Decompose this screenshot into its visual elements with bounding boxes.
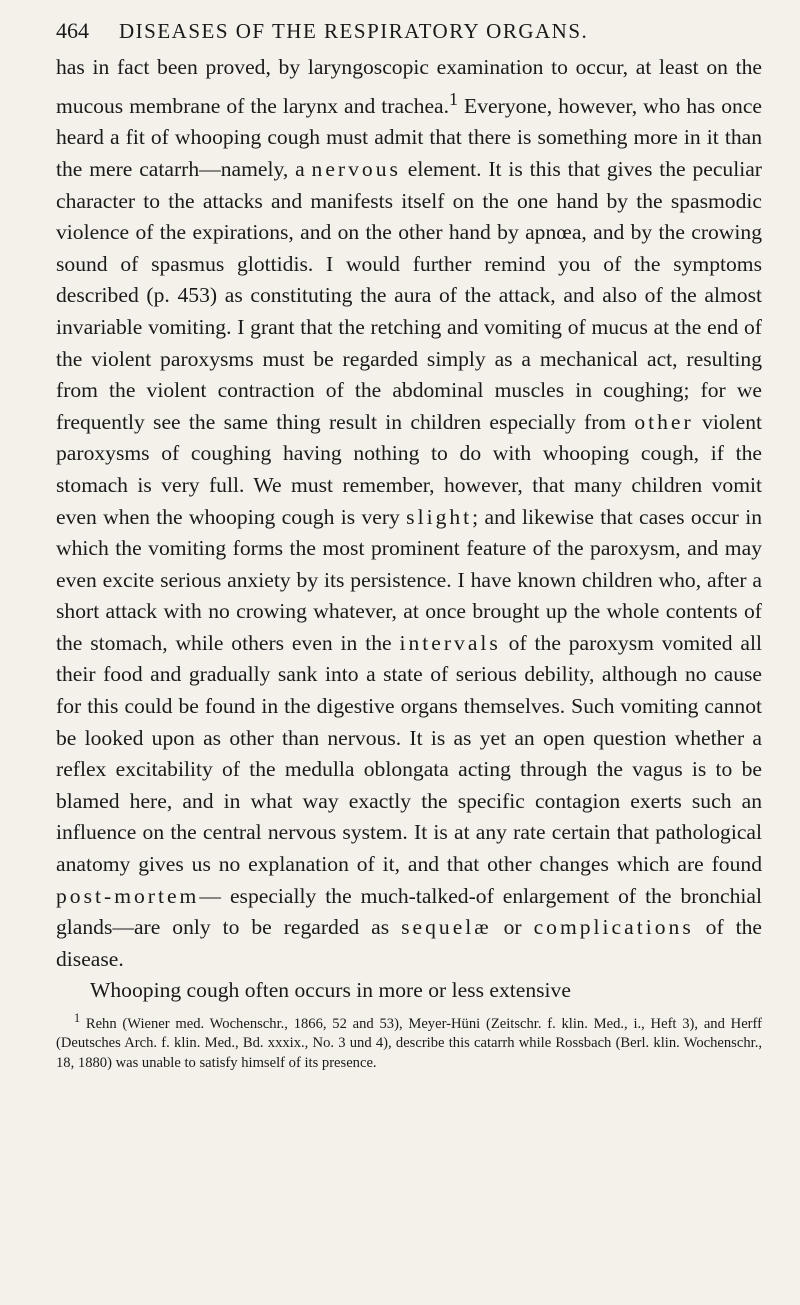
emphasis-other: other bbox=[634, 409, 694, 434]
running-header bbox=[56, 18, 762, 44]
emphasis-complications: complications bbox=[533, 915, 694, 940]
text-run: Everyone, however, who has once heard a fit of whooping cough must admit that there is something more in it than the mere catarrh—namely, a bbox=[56, 93, 762, 181]
page-number: 464 bbox=[56, 18, 89, 43]
footnote-mark: 1 bbox=[74, 1011, 81, 1025]
text-run: or bbox=[491, 915, 534, 940]
text-run: — especially the much-talked-of enlargement of the bronchial glands—are only to be regarded as bbox=[56, 883, 762, 940]
text-run: ; and likewise that cases occur in which the vomiting forms the most prominent feature of the paroxysm, and may even excite serious anxiety by its persistence. I have known children who, after a short attack with no crowing whatever, at once brought up the whole contents of the stomach, while others even in the bbox=[56, 504, 762, 655]
text-run: of the disease. bbox=[56, 915, 762, 971]
emphasis-intervals: intervals bbox=[399, 630, 501, 655]
paragraph-1 bbox=[56, 52, 762, 975]
emphasis-post-mortem: post-mortem bbox=[56, 883, 200, 908]
emphasis-sequelae: sequelæ bbox=[401, 915, 492, 940]
text-run: violent paroxysms of coughing having nothing to do with whooping cough, if the stomach is very full. We must remember, however, that many children vomit even when the whooping cough is very bbox=[56, 409, 762, 529]
emphasis-slight: slight bbox=[406, 504, 473, 529]
text-run: element. It is this that gives the peculiar character to the attacks and manifests itself on the one hand by the spasmodic violence of the expirations, and on the other hand by apnœa, and by the crowing sound of spasmus glottidis. I would further remind you of the symptoms described (p. 453) as constituting the aura of the attack, and also of the almost invariable vomiting. I grant that the retching and vomiting of mucus at the end of the violent paroxysms must be regarded simply as a mechanical act, resulting from the violent contraction of the abdominal muscles in coughing; for we frequently see the same thing result in children especially from bbox=[56, 156, 763, 434]
footnote-ref: 1 bbox=[449, 88, 459, 109]
text-run: of the paroxysm vomited all their food and gradually sank into a state of serious debility, although no cause for this could be found in the digestive organs themselves. Such vomiting cannot be looked upon as other than nervous. It is as yet an open question whether a reflex excitability of the medulla oblongata acting through the vagus is to be blamed here, and in what way exactly the specific contagion exerts such an influence on the central nervous system. It is at any rate certain that pathological anatomy gives us no explanation of it, and that other changes which are found bbox=[56, 630, 762, 877]
emphasis-nervous: nervous bbox=[311, 156, 401, 181]
running-title: DISEASES OF THE RESPIRATORY ORGANS. bbox=[119, 19, 589, 43]
paragraph-2: Whooping cough often occurs in more or less extensive bbox=[90, 978, 571, 1003]
footnote-text: Rehn (Wiener med. Wochenschr., 1866, 52 and 53), Meyer-Hüni (Zeitschr. f. klin. Med., i., Heft 3), and Herff (Deutsches Arch. f. klin. Med., Bd. xxxix., No. 3 und 4), describe this catarrh while Rossbach (Berl. klin. Wochenschr., 18, 1880) was unable to satisfy himself of its presence. bbox=[56, 1015, 762, 1071]
footnote bbox=[56, 1009, 762, 1073]
main-text bbox=[56, 52, 762, 1007]
text-run: has in fact been proved, by laryngoscopic examination to occur, at least on the mucous membrane of the larynx and trachea. bbox=[56, 55, 762, 118]
